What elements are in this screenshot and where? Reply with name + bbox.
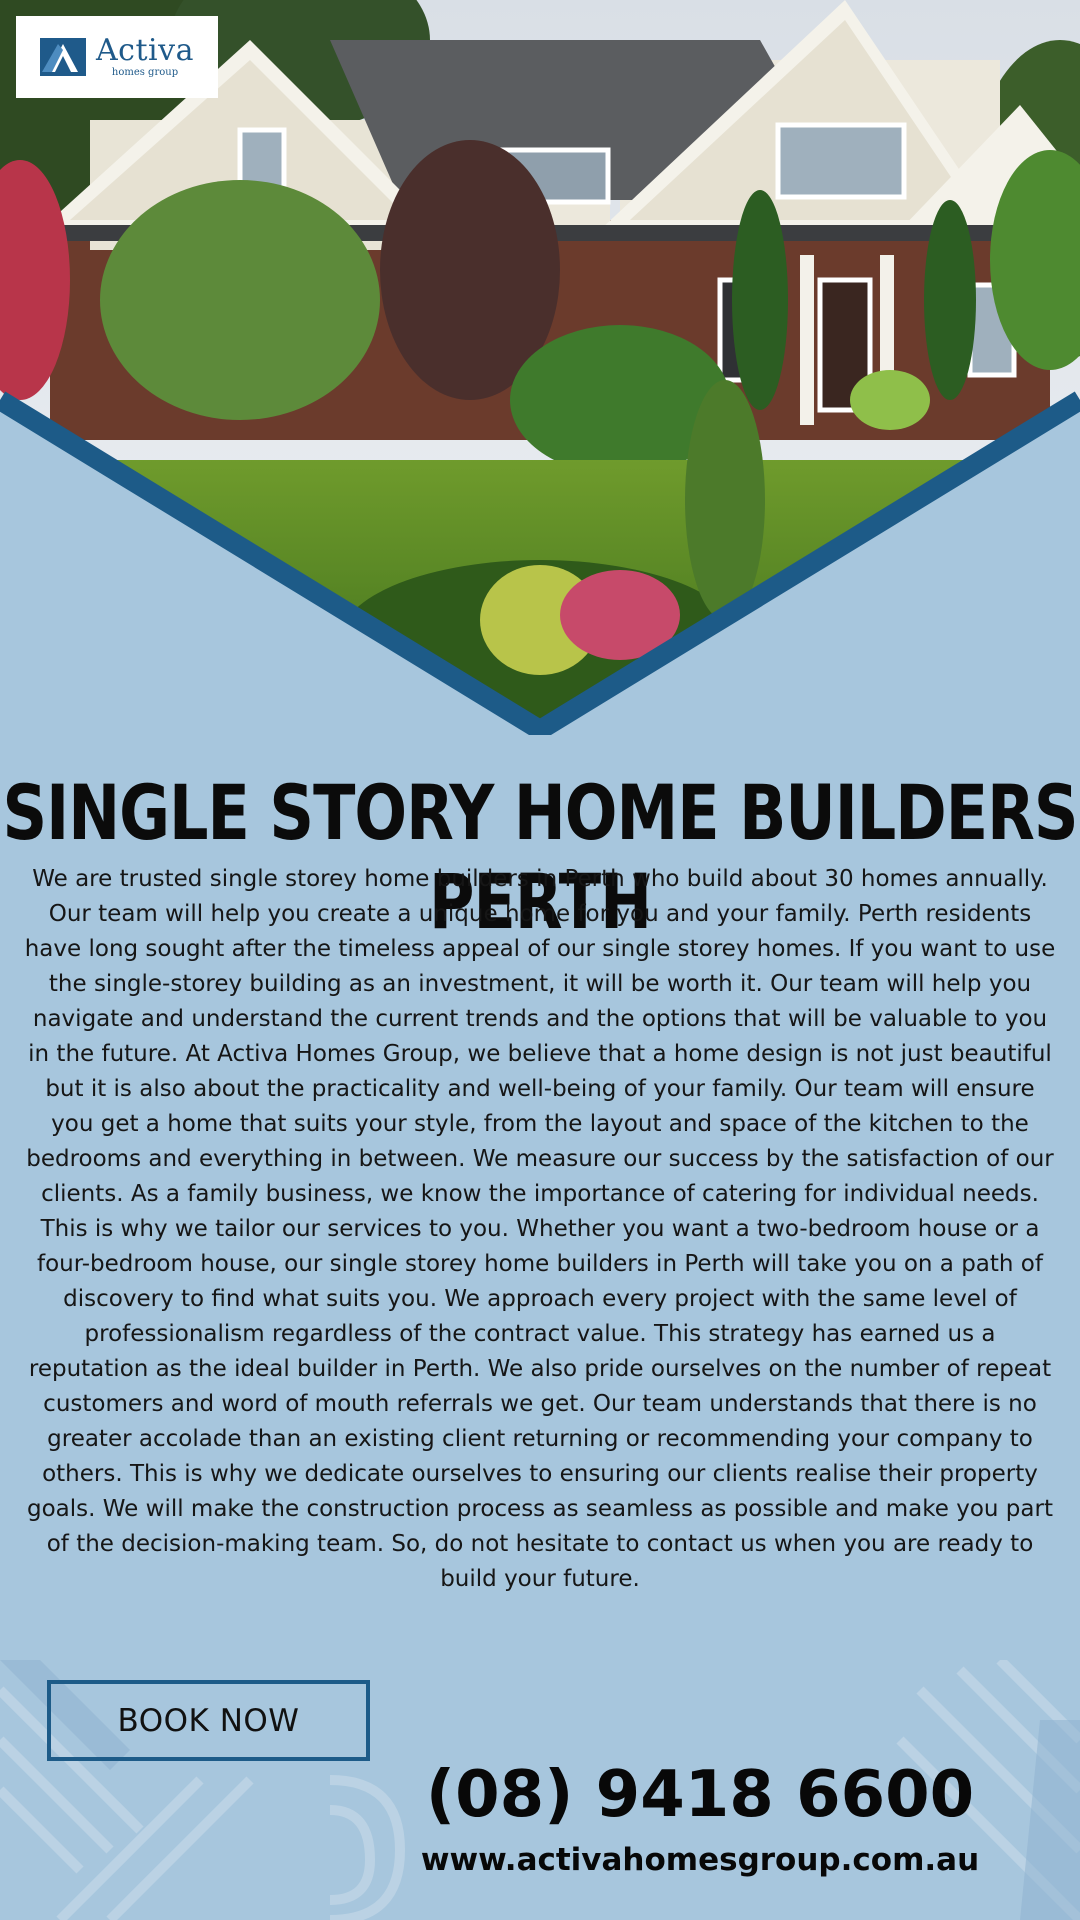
activa-logo[interactable] [16,16,218,98]
hero-photo [0,0,1080,735]
book-now-button[interactable]: BOOK NOW [47,1680,370,1761]
phone-number[interactable]: (08) 9418 6600 [425,1758,975,1832]
logo-subtitle: homes group [111,67,179,78]
logo-text [96,33,194,78]
activa-logo-mark-icon [40,38,86,76]
website-link[interactable]: www.activahomesgroup.com.au [420,1842,980,1878]
page-title: SINGLE STORY HOME BUILDERS PERTH [2,768,1078,947]
logo-brand: Activa [96,33,194,68]
body-paragraph: We are trusted single storey home builders in Perth who build about 30 homes annually. Our team will help you create a unique home for you and your family. Perth residents have long sought after the timeless appeal of our single storey homes. If you want to use the single-storey building as an investment, it will be worth it. Our team will help you navigate and understand the current trends and the options that will be valuable to you in the future. At Activa Homes Group, we believe that a home design is not just beautiful but it is also about the practicality and well-being of your family. Our team will ensure you get a home that suits your style, from the layout and space of the kitchen to the bedrooms and everything in between. We measure our success by the satisfaction of our clients. As a family business, we know the importance of catering for individual needs. This is why we tailor our services to you. Whether you want a two-bedroom house or a four-bedroom house, our single storey home builders in Perth will take you on a path of discovery to find what suits you. We approach every project with the same level of professionalism regardless of the contract value. This strategy has earned us a reputation as the ideal builder in Perth. We also pride ourselves on the number of repeat customers and word of mouth referrals we get. Our team understands that there is no greater accolade than an existing client returning or recommending your company to others. This is why we dedicate ourselves to ensuring our clients realise their property goals. We will make the construction process as seamless as possible and make you part of the decision-making team. So, do not hesitate to contact us when you are ready to build your future. [24,866,1056,1592]
house-illustration [0,0,1080,735]
